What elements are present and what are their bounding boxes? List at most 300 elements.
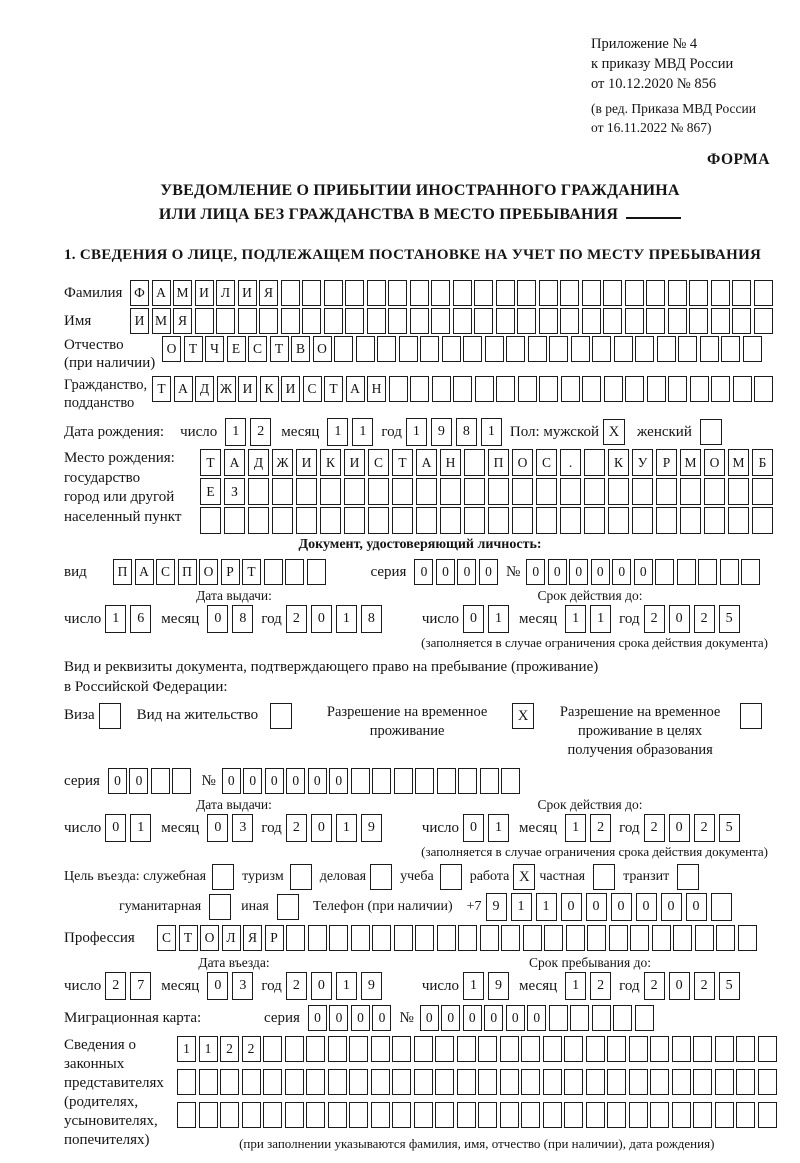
mig-number-field-cell[interactable]: 0 xyxy=(527,1005,546,1031)
citizenship-field-cell[interactable] xyxy=(668,376,687,402)
mig-series-field-cell[interactable]: 0 xyxy=(329,1005,348,1031)
patronymic-field-cell[interactable] xyxy=(592,336,611,362)
given-name-field-cell[interactable] xyxy=(560,308,579,334)
representatives-row-1-cell[interactable] xyxy=(306,1036,325,1062)
profession-field-cell[interactable] xyxy=(351,925,370,951)
representatives-row-1-cell[interactable] xyxy=(629,1036,648,1062)
patronymic-field-cell[interactable]: О xyxy=(162,336,181,362)
phone-field-cell[interactable]: 0 xyxy=(611,893,632,921)
birth-place-row-1-cell[interactable]: . xyxy=(560,449,581,476)
given-name-field-cell[interactable] xyxy=(646,308,665,334)
given-name-field-cell[interactable] xyxy=(582,308,601,334)
patronymic-field-cell[interactable]: С xyxy=(248,336,267,362)
birth-place-row-2-cell[interactable] xyxy=(704,478,725,505)
citizenship-field-cell[interactable] xyxy=(518,376,537,402)
surname-field-cell[interactable] xyxy=(711,280,730,306)
patronymic-field-cell[interactable] xyxy=(700,336,719,362)
representatives-row-1-cell[interactable] xyxy=(457,1036,476,1062)
birth-year-field-cell[interactable]: 9 xyxy=(431,418,452,446)
citizenship-field-cell[interactable] xyxy=(604,376,623,402)
profession-field-cell[interactable] xyxy=(394,925,413,951)
representatives-row-3-cell[interactable] xyxy=(715,1102,734,1128)
mig-number-field-cell[interactable] xyxy=(635,1005,654,1031)
entry-year-field-cell[interactable]: 9 xyxy=(361,972,382,1000)
surname-field-cell[interactable] xyxy=(625,280,644,306)
representatives-row-2-cell[interactable] xyxy=(177,1069,196,1095)
birth-place-row-3-cell[interactable] xyxy=(416,507,437,534)
phone-field-cell[interactable]: 9 xyxy=(486,893,507,921)
purpose-private-checkbox[interactable] xyxy=(593,864,615,890)
citizenship-field-cell[interactable] xyxy=(711,376,730,402)
doc-valid-year-field-cell[interactable]: 5 xyxy=(719,605,740,633)
permit-number-field-cell[interactable] xyxy=(480,768,499,794)
representatives-row-2-cell[interactable] xyxy=(349,1069,368,1095)
birth-place-row-3-cell[interactable] xyxy=(656,507,677,534)
permit-number-field-cell[interactable]: 0 xyxy=(243,768,262,794)
permit-number-field-cell[interactable]: 0 xyxy=(222,768,241,794)
representatives-row-3-cell[interactable] xyxy=(564,1102,583,1128)
representatives-row-2-cell[interactable] xyxy=(521,1069,540,1095)
purpose-official-checkbox[interactable] xyxy=(212,864,234,890)
profession-field-cell[interactable] xyxy=(523,925,542,951)
doc-number-field-cell[interactable]: 0 xyxy=(612,559,631,585)
mig-number-field-cell[interactable]: 0 xyxy=(506,1005,525,1031)
permit-number-field-cell[interactable] xyxy=(458,768,477,794)
representatives-row-3-cell[interactable] xyxy=(177,1102,196,1128)
representatives-row-3-cell[interactable] xyxy=(328,1102,347,1128)
permit-issue-day-field-cell[interactable]: 1 xyxy=(130,814,151,842)
birth-place-row-1-cell[interactable]: Ж xyxy=(272,449,293,476)
birth-place-row-2-cell[interactable] xyxy=(416,478,437,505)
permit-valid-year-field-cell[interactable]: 2 xyxy=(644,814,665,842)
birth-place-row-2-cell[interactable] xyxy=(464,478,485,505)
birth-place-row-2-cell[interactable] xyxy=(272,478,293,505)
representatives-row-1-cell[interactable] xyxy=(285,1036,304,1062)
birth-year-field-cell[interactable]: 1 xyxy=(406,418,427,446)
representatives-row-1-cell[interactable] xyxy=(435,1036,454,1062)
permit-series-field-cell[interactable]: 0 xyxy=(129,768,148,794)
birth-place-row-3-cell[interactable] xyxy=(272,507,293,534)
birth-place-row-3-cell[interactable] xyxy=(704,507,725,534)
permit-valid-year-field-cell[interactable]: 5 xyxy=(719,814,740,842)
given-name-field-cell[interactable] xyxy=(603,308,622,334)
profession-field-cell[interactable] xyxy=(738,925,757,951)
doc-series-field-cell[interactable]: 0 xyxy=(436,559,455,585)
patronymic-field-cell[interactable] xyxy=(506,336,525,362)
representatives-row-3-cell[interactable] xyxy=(521,1102,540,1128)
given-name-field-cell[interactable] xyxy=(367,308,386,334)
patronymic-field-cell[interactable] xyxy=(377,336,396,362)
profession-field-cell[interactable] xyxy=(286,925,305,951)
representatives-row-2-cell[interactable] xyxy=(457,1069,476,1095)
representatives-row-2-cell[interactable] xyxy=(435,1069,454,1095)
profession-field-cell[interactable] xyxy=(437,925,456,951)
surname-field-cell[interactable] xyxy=(324,280,343,306)
purpose-business-checkbox[interactable] xyxy=(370,864,392,890)
profession-field-cell[interactable]: Л xyxy=(222,925,241,951)
birth-month-field-cell[interactable]: 1 xyxy=(327,418,348,446)
surname-field-cell[interactable] xyxy=(410,280,429,306)
birth-place-row-2-cell[interactable] xyxy=(560,478,581,505)
patronymic-field-cell[interactable] xyxy=(420,336,439,362)
patronymic-field-cell[interactable]: В xyxy=(291,336,310,362)
citizenship-field-cell[interactable] xyxy=(561,376,580,402)
representatives-row-1-cell[interactable] xyxy=(672,1036,691,1062)
purpose-transit-checkbox[interactable] xyxy=(677,864,699,890)
surname-field-cell[interactable] xyxy=(603,280,622,306)
given-name-field-cell[interactable] xyxy=(324,308,343,334)
representatives-row-1-cell[interactable]: 2 xyxy=(242,1036,261,1062)
citizenship-field-cell[interactable]: А xyxy=(174,376,193,402)
permit-number-field-cell[interactable]: 0 xyxy=(265,768,284,794)
representatives-row-2-cell[interactable] xyxy=(263,1069,282,1095)
doc-valid-year-field-cell[interactable]: 0 xyxy=(669,605,690,633)
representatives-row-2-cell[interactable] xyxy=(650,1069,669,1095)
phone-field-cell[interactable]: 1 xyxy=(536,893,557,921)
mig-number-field-cell[interactable] xyxy=(592,1005,611,1031)
given-name-field-cell[interactable] xyxy=(732,308,751,334)
representatives-row-2-cell[interactable] xyxy=(392,1069,411,1095)
surname-field-cell[interactable] xyxy=(431,280,450,306)
permit-number-field-cell[interactable] xyxy=(437,768,456,794)
doc-issue-year-field-cell[interactable]: 0 xyxy=(311,605,332,633)
representatives-row-1-cell[interactable] xyxy=(500,1036,519,1062)
doc-series-field-cell[interactable]: 0 xyxy=(457,559,476,585)
representatives-row-1-cell[interactable] xyxy=(543,1036,562,1062)
stay-day-field-cell[interactable]: 9 xyxy=(488,972,509,1000)
profession-field-cell[interactable]: Т xyxy=(179,925,198,951)
representatives-row-3-cell[interactable] xyxy=(500,1102,519,1128)
birth-place-row-3-cell[interactable] xyxy=(440,507,461,534)
patronymic-field-cell[interactable]: Т xyxy=(270,336,289,362)
surname-field-cell[interactable] xyxy=(646,280,665,306)
birth-place-row-2-cell[interactable] xyxy=(392,478,413,505)
citizenship-field-cell[interactable]: А xyxy=(346,376,365,402)
birth-place-row-2-cell[interactable] xyxy=(368,478,389,505)
sex-male-checkbox[interactable]: X xyxy=(603,419,625,445)
citizenship-field-cell[interactable] xyxy=(625,376,644,402)
doc-valid-month-field-cell[interactable]: 1 xyxy=(590,605,611,633)
birth-place-row-1-cell[interactable]: Д xyxy=(248,449,269,476)
birth-place-row-3-cell[interactable] xyxy=(728,507,749,534)
representatives-row-1-cell[interactable] xyxy=(371,1036,390,1062)
representatives-row-1-cell[interactable] xyxy=(263,1036,282,1062)
surname-field-cell[interactable] xyxy=(474,280,493,306)
surname-field-cell[interactable]: Ф xyxy=(130,280,149,306)
birth-place-row-2-cell[interactable] xyxy=(512,478,533,505)
patronymic-field-cell[interactable]: О xyxy=(313,336,332,362)
given-name-field-cell[interactable] xyxy=(431,308,450,334)
representatives-row-3-cell[interactable] xyxy=(758,1102,777,1128)
representatives-row-3-cell[interactable] xyxy=(672,1102,691,1128)
surname-field-cell[interactable] xyxy=(582,280,601,306)
birth-place-row-1-cell[interactable]: И xyxy=(344,449,365,476)
birth-day-field-cell[interactable]: 1 xyxy=(225,418,246,446)
representatives-row-1-cell[interactable] xyxy=(564,1036,583,1062)
patronymic-field-cell[interactable] xyxy=(528,336,547,362)
patronymic-field-cell[interactable] xyxy=(614,336,633,362)
stay-month-field-cell[interactable]: 2 xyxy=(590,972,611,1000)
birth-place-row-1-cell[interactable]: С xyxy=(536,449,557,476)
doc-number-field-cell[interactable] xyxy=(720,559,739,585)
birth-place-row-3-cell[interactable] xyxy=(536,507,557,534)
doc-valid-day-field-cell[interactable]: 1 xyxy=(488,605,509,633)
representatives-row-2-cell[interactable] xyxy=(758,1069,777,1095)
permit-issue-day-field-cell[interactable]: 0 xyxy=(105,814,126,842)
representatives-row-3-cell[interactable] xyxy=(650,1102,669,1128)
given-name-field-cell[interactable] xyxy=(754,308,773,334)
citizenship-field-cell[interactable] xyxy=(754,376,773,402)
given-name-field-cell[interactable] xyxy=(410,308,429,334)
mig-number-field-cell[interactable]: 0 xyxy=(463,1005,482,1031)
given-name-field-cell[interactable]: И xyxy=(130,308,149,334)
phone-field-cell[interactable]: 0 xyxy=(586,893,607,921)
profession-field-cell[interactable] xyxy=(630,925,649,951)
citizenship-field-cell[interactable] xyxy=(733,376,752,402)
representatives-row-1-cell[interactable] xyxy=(736,1036,755,1062)
permit-number-field-cell[interactable] xyxy=(501,768,520,794)
citizenship-field-cell[interactable]: И xyxy=(281,376,300,402)
citizenship-field-cell[interactable] xyxy=(453,376,472,402)
doc-series-field-cell[interactable]: 0 xyxy=(479,559,498,585)
permit-issue-month-field-cell[interactable]: 0 xyxy=(207,814,228,842)
doc-issue-day-field-cell[interactable]: 6 xyxy=(130,605,151,633)
birth-place-row-3-cell[interactable] xyxy=(392,507,413,534)
doc-number-field-cell[interactable] xyxy=(655,559,674,585)
birth-place-row-1-cell[interactable]: Б xyxy=(752,449,773,476)
profession-field-cell[interactable]: Р xyxy=(265,925,284,951)
profession-field-cell[interactable] xyxy=(673,925,692,951)
birth-place-row-3-cell[interactable] xyxy=(752,507,773,534)
birth-place-row-2-cell[interactable] xyxy=(656,478,677,505)
given-name-field-cell[interactable] xyxy=(259,308,278,334)
representatives-row-2-cell[interactable] xyxy=(328,1069,347,1095)
profession-field-cell[interactable] xyxy=(415,925,434,951)
permit-valid-year-field-cell[interactable]: 2 xyxy=(694,814,715,842)
doc-valid-year-field-cell[interactable]: 2 xyxy=(694,605,715,633)
doc-issue-month-field-cell[interactable]: 8 xyxy=(232,605,253,633)
given-name-field-cell[interactable] xyxy=(453,308,472,334)
birth-place-row-1-cell[interactable]: П xyxy=(488,449,509,476)
doc-number-field-cell[interactable]: 0 xyxy=(526,559,545,585)
given-name-field-cell[interactable] xyxy=(517,308,536,334)
patronymic-field-cell[interactable] xyxy=(678,336,697,362)
entry-month-field-cell[interactable]: 3 xyxy=(232,972,253,1000)
phone-field-cell[interactable]: 0 xyxy=(636,893,657,921)
representatives-row-3-cell[interactable] xyxy=(586,1102,605,1128)
representatives-row-2-cell[interactable] xyxy=(693,1069,712,1095)
patronymic-field-cell[interactable] xyxy=(334,336,353,362)
given-name-field-cell[interactable] xyxy=(539,308,558,334)
given-name-field-cell[interactable] xyxy=(711,308,730,334)
stay-year-field-cell[interactable]: 2 xyxy=(644,972,665,1000)
representatives-row-3-cell[interactable] xyxy=(478,1102,497,1128)
birth-place-row-3-cell[interactable] xyxy=(224,507,245,534)
given-name-field-cell[interactable] xyxy=(302,308,321,334)
stay-day-field-cell[interactable]: 1 xyxy=(463,972,484,1000)
surname-field-cell[interactable] xyxy=(281,280,300,306)
citizenship-field-cell[interactable]: Д xyxy=(195,376,214,402)
permit-number-field-cell[interactable]: 0 xyxy=(286,768,305,794)
patronymic-field-cell[interactable] xyxy=(463,336,482,362)
patronymic-field-cell[interactable] xyxy=(485,336,504,362)
surname-field-cell[interactable] xyxy=(388,280,407,306)
birth-place-row-2-cell[interactable] xyxy=(752,478,773,505)
representatives-row-3-cell[interactable] xyxy=(392,1102,411,1128)
birth-place-row-3-cell[interactable] xyxy=(320,507,341,534)
birth-place-row-1-cell[interactable]: С xyxy=(368,449,389,476)
birth-place-row-1-cell[interactable]: И xyxy=(296,449,317,476)
permit-number-field-cell[interactable] xyxy=(372,768,391,794)
profession-field-cell[interactable] xyxy=(329,925,348,951)
surname-field-cell[interactable]: И xyxy=(238,280,257,306)
citizenship-field-cell[interactable] xyxy=(582,376,601,402)
representatives-row-2-cell[interactable] xyxy=(220,1069,239,1095)
surname-field-cell[interactable] xyxy=(668,280,687,306)
representatives-row-3-cell[interactable] xyxy=(285,1102,304,1128)
phone-field-cell[interactable] xyxy=(711,893,732,921)
birth-place-row-2-cell[interactable] xyxy=(440,478,461,505)
given-name-field-cell[interactable] xyxy=(281,308,300,334)
doc-kind-field-cell[interactable]: П xyxy=(178,559,197,585)
residence-permit-checkbox[interactable] xyxy=(270,703,292,729)
representatives-row-2-cell[interactable] xyxy=(736,1069,755,1095)
representatives-row-3-cell[interactable] xyxy=(371,1102,390,1128)
representatives-row-3-cell[interactable] xyxy=(349,1102,368,1128)
profession-field-cell[interactable] xyxy=(587,925,606,951)
mig-number-field-cell[interactable]: 0 xyxy=(484,1005,503,1031)
doc-kind-field-cell[interactable]: Т xyxy=(242,559,261,585)
permit-series-field-cell[interactable] xyxy=(151,768,170,794)
representatives-row-1-cell[interactable]: 1 xyxy=(177,1036,196,1062)
profession-field-cell[interactable] xyxy=(716,925,735,951)
birth-year-field-cell[interactable]: 8 xyxy=(456,418,477,446)
representatives-row-1-cell[interactable]: 1 xyxy=(199,1036,218,1062)
birth-place-row-3-cell[interactable] xyxy=(584,507,605,534)
representatives-row-3-cell[interactable] xyxy=(543,1102,562,1128)
doc-kind-field-cell[interactable]: А xyxy=(135,559,154,585)
patronymic-field-cell[interactable] xyxy=(571,336,590,362)
birth-place-row-1-cell[interactable]: Т xyxy=(392,449,413,476)
sex-female-checkbox[interactable] xyxy=(700,419,722,445)
representatives-row-2-cell[interactable] xyxy=(672,1069,691,1095)
patronymic-field-cell[interactable] xyxy=(549,336,568,362)
doc-kind-field-cell[interactable]: Р xyxy=(221,559,240,585)
representatives-row-3-cell[interactable] xyxy=(607,1102,626,1128)
citizenship-field-cell[interactable]: К xyxy=(260,376,279,402)
patronymic-field-cell[interactable] xyxy=(442,336,461,362)
citizenship-field-cell[interactable]: Т xyxy=(324,376,343,402)
birth-place-row-3-cell[interactable] xyxy=(560,507,581,534)
profession-field-cell[interactable]: Я xyxy=(243,925,262,951)
birth-place-row-2-cell[interactable] xyxy=(632,478,653,505)
doc-kind-field-cell[interactable] xyxy=(264,559,283,585)
citizenship-field-cell[interactable]: Ж xyxy=(217,376,236,402)
birth-place-row-1-cell[interactable]: М xyxy=(680,449,701,476)
citizenship-field-cell[interactable] xyxy=(647,376,666,402)
birth-place-row-2-cell[interactable] xyxy=(320,478,341,505)
permit-number-field-cell[interactable] xyxy=(415,768,434,794)
representatives-row-2-cell[interactable] xyxy=(199,1069,218,1095)
surname-field-cell[interactable]: И xyxy=(195,280,214,306)
surname-field-cell[interactable]: Л xyxy=(216,280,235,306)
doc-kind-field-cell[interactable]: П xyxy=(113,559,132,585)
mig-number-field-cell[interactable] xyxy=(613,1005,632,1031)
representatives-row-2-cell[interactable] xyxy=(564,1069,583,1095)
birth-place-row-2-cell[interactable] xyxy=(728,478,749,505)
entry-month-field-cell[interactable]: 0 xyxy=(207,972,228,1000)
representatives-row-1-cell[interactable] xyxy=(521,1036,540,1062)
doc-issue-year-field-cell[interactable]: 1 xyxy=(336,605,357,633)
stay-year-field-cell[interactable]: 0 xyxy=(669,972,690,1000)
representatives-row-1-cell[interactable] xyxy=(328,1036,347,1062)
profession-field-cell[interactable] xyxy=(308,925,327,951)
phone-field-cell[interactable]: 0 xyxy=(661,893,682,921)
stay-month-field-cell[interactable]: 1 xyxy=(565,972,586,1000)
purpose-tourism-checkbox[interactable] xyxy=(290,864,312,890)
temp-permit-checkbox[interactable]: X xyxy=(512,703,534,729)
birth-place-row-3-cell[interactable] xyxy=(632,507,653,534)
representatives-row-1-cell[interactable] xyxy=(586,1036,605,1062)
permit-issue-year-field-cell[interactable]: 1 xyxy=(336,814,357,842)
permit-issue-month-field-cell[interactable]: 3 xyxy=(232,814,253,842)
purpose-humanitarian-checkbox[interactable] xyxy=(209,894,231,920)
doc-valid-day-field-cell[interactable]: 0 xyxy=(463,605,484,633)
birth-place-row-2-cell[interactable] xyxy=(608,478,629,505)
given-name-field-cell[interactable] xyxy=(238,308,257,334)
given-name-field-cell[interactable]: М xyxy=(152,308,171,334)
representatives-row-3-cell[interactable] xyxy=(414,1102,433,1128)
birth-place-row-3-cell[interactable] xyxy=(296,507,317,534)
representatives-row-2-cell[interactable] xyxy=(414,1069,433,1095)
representatives-row-2-cell[interactable] xyxy=(242,1069,261,1095)
phone-field-cell[interactable]: 0 xyxy=(561,893,582,921)
mig-number-field-cell[interactable] xyxy=(570,1005,589,1031)
surname-field-cell[interactable] xyxy=(302,280,321,306)
mig-number-field-cell[interactable]: 0 xyxy=(441,1005,460,1031)
representatives-row-3-cell[interactable] xyxy=(435,1102,454,1128)
birth-place-row-3-cell[interactable] xyxy=(512,507,533,534)
birth-place-row-3-cell[interactable] xyxy=(344,507,365,534)
birth-place-row-3-cell[interactable] xyxy=(248,507,269,534)
representatives-row-3-cell[interactable] xyxy=(629,1102,648,1128)
doc-kind-field-cell[interactable]: О xyxy=(199,559,218,585)
mig-number-field-cell[interactable]: 0 xyxy=(420,1005,439,1031)
surname-field-cell[interactable] xyxy=(689,280,708,306)
patronymic-field-cell[interactable] xyxy=(721,336,740,362)
surname-field-cell[interactable] xyxy=(496,280,515,306)
doc-number-field-cell[interactable]: 0 xyxy=(634,559,653,585)
birth-place-row-2-cell[interactable] xyxy=(536,478,557,505)
doc-kind-field-cell[interactable] xyxy=(285,559,304,585)
birth-place-row-2-cell[interactable] xyxy=(680,478,701,505)
permit-valid-day-field-cell[interactable]: 0 xyxy=(463,814,484,842)
permit-number-field-cell[interactable]: 0 xyxy=(308,768,327,794)
entry-day-field-cell[interactable]: 7 xyxy=(130,972,151,1000)
representatives-row-3-cell[interactable] xyxy=(736,1102,755,1128)
patronymic-field-cell[interactable] xyxy=(399,336,418,362)
mig-number-field-cell[interactable] xyxy=(549,1005,568,1031)
purpose-study-checkbox[interactable] xyxy=(440,864,462,890)
birth-place-row-3-cell[interactable] xyxy=(464,507,485,534)
permit-series-field-cell[interactable] xyxy=(172,768,191,794)
surname-field-cell[interactable]: Я xyxy=(259,280,278,306)
given-name-field-cell[interactable] xyxy=(689,308,708,334)
permit-number-field-cell[interactable]: 0 xyxy=(329,768,348,794)
birth-place-row-2-cell[interactable] xyxy=(344,478,365,505)
profession-field-cell[interactable] xyxy=(652,925,671,951)
birth-place-row-1-cell[interactable]: У xyxy=(632,449,653,476)
